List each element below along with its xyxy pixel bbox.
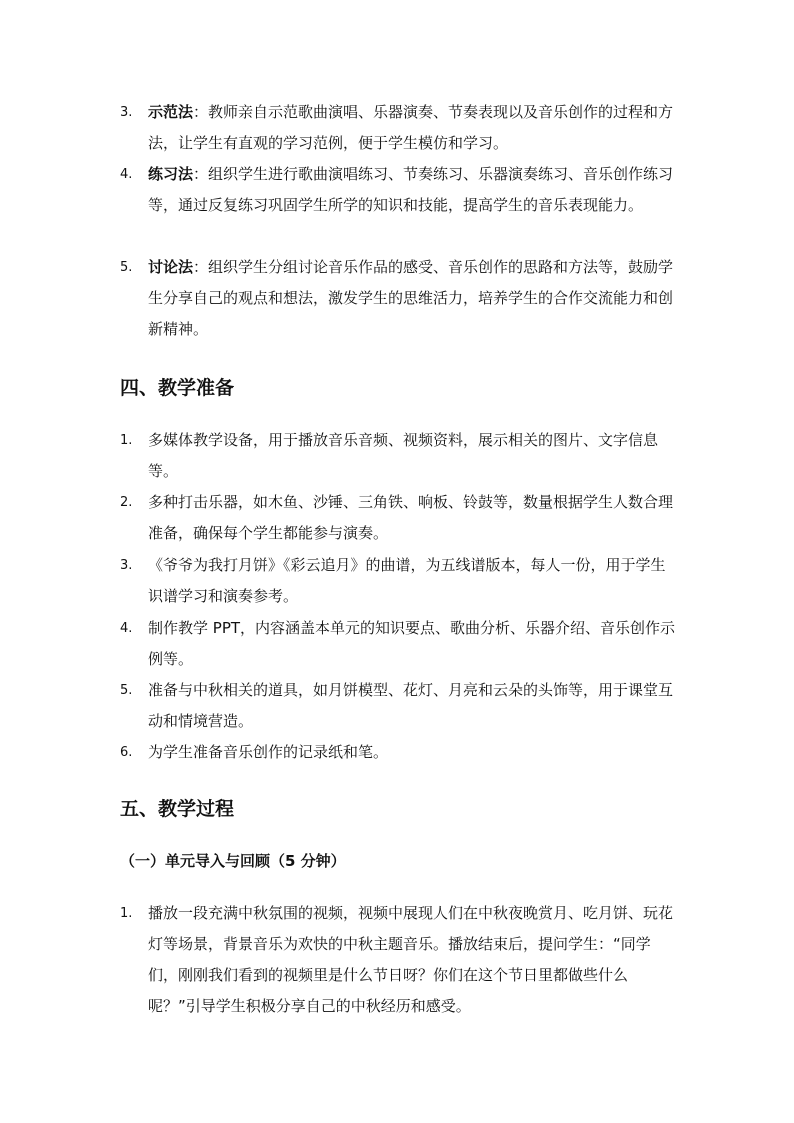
process-item-1 <box>120 898 680 1022</box>
process-text: 播放一段充满中秋氛围的视频，视频中展现人们在中秋夜晚赏月、吃月饼、玩花灯等场景，背景音乐为欢快的中秋主题音乐。播放结束后，提问学生：“同学们，刚刚我们看到的视频里是什么节日呀？你们在这个节日里都做些什么呢？”引导学生积极分享自己的中秋经历和感受。 <box>148 904 674 1015</box>
list-number: 4. <box>120 621 133 636</box>
prep-text: 多种打击乐器，如木鱼、沙锤、三角铁、响板、铃鼓等，数量根据学生人数合理准备，确保每个学生都能参与演奏。 <box>148 493 674 542</box>
prep-item-4 <box>120 613 680 675</box>
prep-item-2 <box>120 487 680 549</box>
prep-item-3 <box>120 550 680 612</box>
method-item-4 <box>120 159 680 221</box>
prep-item-6 <box>120 737 680 768</box>
subsection-heading: （一）单元导入与回顾（5 分钟） <box>120 852 346 870</box>
method-name: 示范法 <box>148 103 194 121</box>
method-description: ：教师亲自示范歌曲演唱、乐器演奏、节奏表现以及音乐创作的过程和方法，让学生有直观的学习范例，便于学生模仿和学习。 <box>148 103 674 152</box>
section-heading-process: 五、教学过程 <box>120 798 235 820</box>
list-number: 3. <box>120 105 133 120</box>
list-number: 6. <box>120 745 133 760</box>
list-number: 5. <box>120 260 133 275</box>
section-heading-preparation: 四、教学准备 <box>120 377 235 399</box>
method-item-5 <box>120 252 680 345</box>
prep-text: 《爷爷为我打月饼》《彩云追月》的曲谱，为五线谱版本，每人一份，用于学生识谱学习和演奏参考。 <box>148 556 666 605</box>
prep-text: 准备与中秋相关的道具，如月饼模型、花灯、月亮和云朵的头饰等，用于课堂互动和情境营造。 <box>148 681 674 730</box>
prep-item-1 <box>120 425 680 487</box>
list-number: 2. <box>120 495 133 510</box>
list-number: 3. <box>120 558 133 573</box>
method-name: 练习法 <box>148 165 194 183</box>
method-description: ：组织学生分组讨论音乐作品的感受、音乐创作的思路和方法等，鼓励学生分享自己的观点和想法，激发学生的思维活力，培养学生的合作交流能力和创新精神。 <box>148 258 674 338</box>
list-number: 4. <box>120 167 133 182</box>
list-number: 1. <box>120 906 133 921</box>
prep-text: 多媒体教学设备，用于播放音乐音频、视频资料，展示相关的图片、文字信息等。 <box>148 431 659 480</box>
prep-text: 为学生准备音乐创作的记录纸和笔。 <box>148 743 389 761</box>
method-description: ：组织学生进行歌曲演唱练习、节奏练习、乐器演奏练习、音乐创作练习等，通过反复练习巩固学生所学的知识和技能，提高学生的音乐表现能力。 <box>148 165 674 214</box>
method-name: 讨论法 <box>148 258 194 276</box>
list-number: 1. <box>120 433 133 448</box>
prep-item-5 <box>120 675 680 737</box>
list-number: 5. <box>120 683 133 698</box>
method-item-3 <box>120 97 680 159</box>
prep-text: 制作教学 PPT，内容涵盖本单元的知识要点、歌曲分析、乐器介绍、音乐创作示例等。 <box>148 619 676 668</box>
